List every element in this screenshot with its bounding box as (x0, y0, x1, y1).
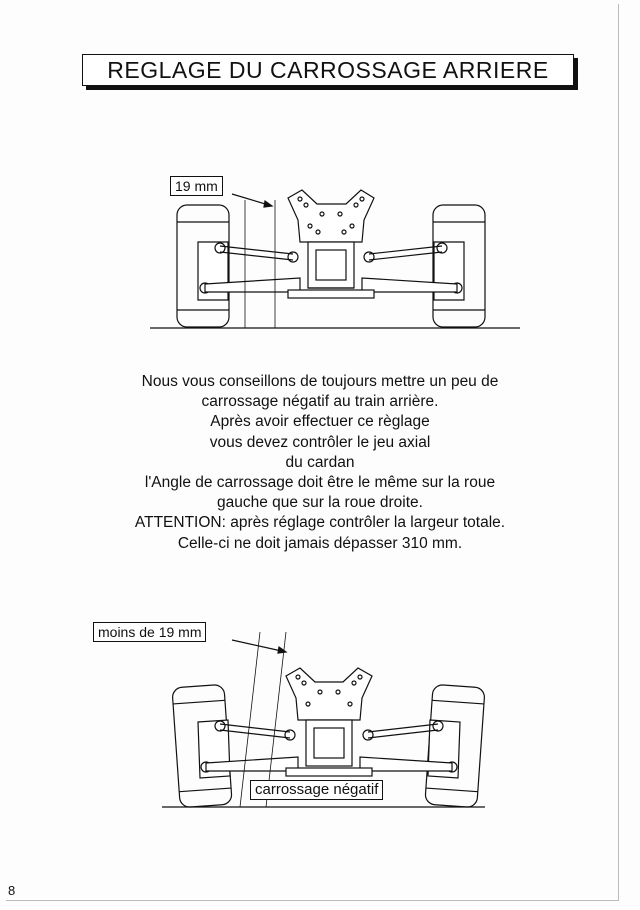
left-upper-link (220, 246, 293, 260)
right-upper-link (369, 246, 442, 260)
left-upper-link (220, 724, 290, 738)
chassis-plate (288, 290, 374, 298)
label-negative-camber: carrossage négatif (250, 780, 383, 800)
label-less-19mm: moins de 19 mm (93, 622, 206, 642)
instruction-text (60, 372, 580, 554)
instruction-line: du cardan (285, 453, 355, 471)
right-upper-link (368, 724, 438, 738)
page-title (82, 54, 574, 86)
page-title-text: REGLAGE DU CARROSSAGE ARRIERE (107, 56, 549, 83)
instruction-line: Nous vous conseillons de toujours mettre un peu de (141, 373, 499, 390)
instruction-line: gauche que sur la roue droite. (217, 494, 423, 512)
gearbox (308, 242, 354, 288)
label-19mm: 19 mm (170, 176, 223, 196)
page-number: 8 (8, 883, 16, 898)
instruction-line: Après avoir effectuer ce règlage (210, 413, 430, 431)
instruction-line: vous devez contrôler le jeu axial (209, 433, 431, 451)
chassis-plate (286, 768, 372, 776)
gearbox (306, 720, 352, 766)
instruction-line: carrossage négatif au train arrière. (201, 393, 439, 411)
instruction-line: l'Angle de carrossage doit être le même sur la roue (144, 474, 496, 492)
instruction-line: Celle-ci ne doit jamais dépasser 310 mm. (177, 534, 463, 552)
instruction-line: ATTENTION: après réglage contrôler la largeur totale. (134, 514, 506, 532)
suspension-diagram-standard (150, 170, 520, 345)
